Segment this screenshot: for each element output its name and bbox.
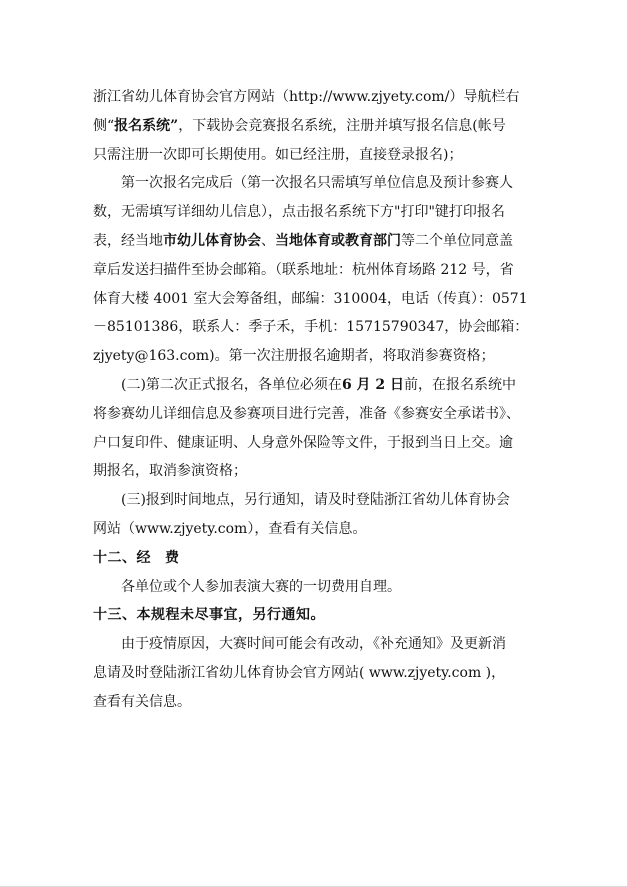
p1-line2-post: ，下载协会竞赛报名系统，注册并填写报名信息(帐号 — [178, 117, 506, 134]
section-12-title-end: 费 — [165, 549, 180, 566]
section-13-title: 十三、本规程未尽事宜，另行通知。 — [93, 607, 325, 624]
s13-line3: 查看有关信息。 — [93, 693, 191, 710]
p1-line3: 只需注册一次即可长期使用。如已经注册，直接登录报名)； — [93, 146, 463, 163]
p2-line5: 体育大楼 4001 室大会筹备组，邮编：310004，电话（传真）：0571 — [93, 290, 528, 307]
p3-line1-post: 前，在报名系统中 — [404, 376, 517, 393]
p3-line3: 户口复印件、健康证明、人身意外保险等文件，于报到当日上交。逾 — [93, 434, 513, 451]
p3-line1-pre: (二)第二次正式报名，各单位必须在 — [121, 376, 342, 393]
registration-paragraph-1 — [93, 83, 537, 169]
p2-line1: 第一次报名完成后（第一次报名只需填写单位信息及预计参赛人 — [121, 175, 513, 192]
p4-line2: 网站（www.zjyety.com），查看有关信息。 — [93, 520, 367, 537]
s13-line1: 由于疫情原因，大赛时间可能会有改动，《补充通知》及更新消 — [121, 636, 506, 653]
section-12-body — [93, 573, 537, 602]
section-13-body — [93, 630, 537, 716]
p2-line6: －85101386，联系人：季子禾，手机：15715790347，协会邮箱： — [93, 319, 529, 336]
p3-line4: 期报名，取消参演资格； — [93, 463, 247, 480]
p2-line3-post: 等二个单位同意盖 — [401, 232, 513, 249]
section-12-number: 十二、经 — [93, 549, 151, 566]
registration-paragraph-2 — [93, 169, 537, 371]
p1-line2-pre: 侧“ — [93, 117, 115, 134]
deadline-date: 6 月 2 日 — [341, 376, 405, 393]
registration-paragraph-4 — [93, 486, 537, 544]
section-12-text: 各单位或个人参加表演大赛的一切费用自理。 — [121, 578, 401, 595]
registration-paragraph-3 — [93, 371, 537, 486]
s13-line2: 息请及时登陆浙江省幼儿体育协会官方网站( www.zjyety.com )， — [93, 664, 506, 681]
registration-system-label: 报名系统” — [114, 117, 179, 134]
p4-line1: (三)报到时间地点，另行通知，请及时登陆浙江省幼儿体育协会 — [121, 492, 510, 509]
document-body — [93, 83, 537, 717]
p2-line3-mid: 、 — [261, 232, 275, 249]
p2-line2: 数，无需填写详细幼儿信息），点击报名系统下方"打印"键打印报名 — [93, 204, 505, 221]
local-department-label: 当地体育或教育部门 — [275, 232, 401, 249]
p3-line2: 将参赛幼儿详细信息及参赛项目进行完善，准备《参赛安全承诺书》、 — [93, 405, 520, 422]
section-13-heading — [93, 601, 537, 630]
section-12-heading — [93, 544, 537, 573]
p2-line3-pre: 表，经当地 — [93, 232, 163, 249]
city-association-label: 市幼儿体育协会 — [163, 232, 261, 249]
p2-line4: 章后发送扫描件至协会邮箱。（联系地址：杭州体育场路 212 号，省 — [93, 261, 514, 278]
p2-line7: zjyety@163.com)。第一次注册报名逾期者，将取消参赛资格； — [93, 348, 495, 365]
p1-line1: 浙江省幼儿体育协会官方网站（http://www.zjyety.com/）导航栏右 — [93, 89, 520, 105]
